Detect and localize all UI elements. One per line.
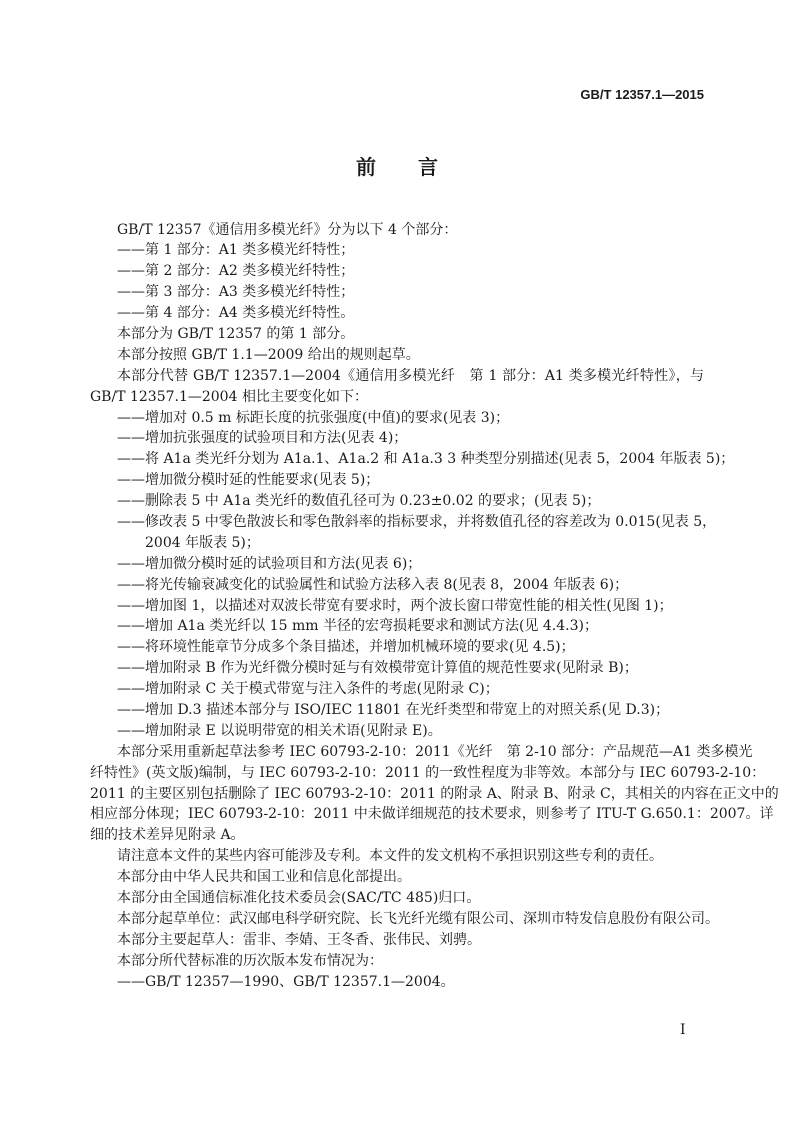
- paragraph-line: 本部分按照 GB/T 1.1—2009 给出的规则起草。: [117, 346, 420, 363]
- paragraph-line: 本部分所代替标准的历次版本发布情况为：: [117, 952, 383, 969]
- list-item: ——增加附录 E 以说明带宽的相关术语(见附录 E)。: [117, 722, 442, 739]
- paragraph-continuation: 细的技术差异见附录 A。: [90, 827, 245, 844]
- list-item: ——将光传输衰减变化的试验属性和试验方法移入表 8(见表 8，2004 年版表 6)；: [117, 576, 629, 593]
- paragraph-continuation: 2011 的主要区别包括删除了 IEC 60793-2-10：2011 的附录 A、附录 B、附录 C，其相关的内容在正文中的: [90, 785, 779, 802]
- paragraph-continuation: 相应部分体现；IEC 60793-2-10：2011 中未做详细规范的技术要求，则参考了 ITU-T G.650.1：2007。详: [90, 806, 774, 823]
- paragraph-line: 本部分由中华人民共和国工业和信息化部提出。: [117, 869, 411, 886]
- list-item: ——将 A1a 类光纤分划为 A1a.1、A1a.2 和 A1a.3 3 种类型分别描述(见表 5，2004 年版表 5)；: [117, 451, 735, 468]
- paragraph-line: 本部分采用重新起草法参考 IEC 60793-2-10：2011《光纤 第 2-10 部分：产品规范—A1 类多模光: [117, 743, 753, 760]
- list-item: ——第 3 部分：A3 类多模光纤特性；: [117, 284, 355, 301]
- page-title: 前 言: [356, 155, 449, 179]
- paragraph-line: 本部分代替 GB/T 12357.1—2004《通信用多模光纤 第 1 部分：A1 类多模光纤特性》，与: [117, 367, 704, 384]
- paragraph-continuation: 纤特性》(英文版)编制，与 IEC 60793-2-10：2011 的一致性程度为非等效。本部分与 IEC 60793-2-10：: [90, 764, 766, 781]
- list-item: ——增加附录 B 作为光纤微分模时延与有效模带宽计算值的规范性要求(见附录 B)；: [117, 660, 638, 677]
- standard-code-header: GB/T 12357.1—2015: [580, 87, 704, 102]
- list-item: ——GB/T 12357—1990、GB/T 12357.1—2004。: [117, 973, 455, 990]
- paragraph-continuation: GB/T 12357.1—2004 相比主要变化如下：: [90, 388, 368, 405]
- page-number: I: [680, 1022, 686, 1038]
- list-item: ——增加微分模时延的试验项目和方法(见表 6)；: [117, 555, 422, 572]
- list-item: ——将环境性能章节分成多个条目描述，并增加机械环境的要求(见 4.5)；: [117, 639, 575, 656]
- list-item: ——增加图 1，以描述对双波长带宽有要求时，两个波长窗口带宽性能的相关性(见图 1)；: [117, 597, 673, 614]
- paragraph-line: 本部分由全国通信标准化技术委员会(SAC/TC 485)归口。: [117, 890, 481, 906]
- list-item: ——增加微分模时延的性能要求(见表 5)；: [117, 472, 380, 489]
- list-item: ——增加对 0.5 m 标距长度的抗张强度(中值)的要求(见表 3)；: [117, 409, 510, 426]
- list-item: ——增加抗张强度的试验项目和方法(见表 4)；: [117, 430, 408, 447]
- paragraph-line: 本部分起草单位：武汉邮电科学研究院、长飞光纤光缆有限公司、深圳市特发信息股份有限公司。: [117, 910, 719, 927]
- paragraph-line: 本部分主要起草人：雷非、李婧、王冬香、张伟民、刘骋。: [117, 931, 481, 948]
- list-item: ——删除表 5 中 A1a 类光纤的数值孔径可为 0.23±0.02 的要求；(见表 5)；: [117, 493, 601, 510]
- paragraph-line: 请注意本文件的某些内容可能涉及专利。本文件的发文机构不承担识别这些专利的责任。: [117, 848, 663, 865]
- list-item: ——第 1 部分：A1 类多模光纤特性；: [117, 242, 355, 259]
- list-item: ——第 2 部分：A2 类多模光纤特性；: [117, 263, 355, 280]
- list-item: ——第 4 部分：A4 类多模光纤特性。: [117, 305, 355, 322]
- list-item: ——修改表 5 中零色散波长和零色散斜率的指标要求，并将数值孔径的容差改为 0.015(见表 5，: [117, 513, 717, 530]
- list-item: ——增加附录 C 关于模式带宽与注入条件的考虑(见附录 C)；: [117, 681, 499, 698]
- list-item: ——增加 A1a 类光纤以 15 mm 半径的宏弯损耗要求和测试方法(见 4.4.3)；: [117, 618, 598, 635]
- foreword-body: [90, 220, 779, 993]
- paragraph-line: GB/T 12357《通信用多模光纤》分为以下 4 个部分：: [117, 221, 458, 238]
- list-item-continuation: 2004 年版表 5)；: [145, 534, 260, 551]
- list-item: ——增加 D.3 描述本部分与 ISO/IEC 11801 在光纤类型和带宽上的对照关系(见 D.3)；: [117, 701, 670, 718]
- paragraph-line: 本部分为 GB/T 12357 的第 1 部分。: [117, 325, 355, 342]
